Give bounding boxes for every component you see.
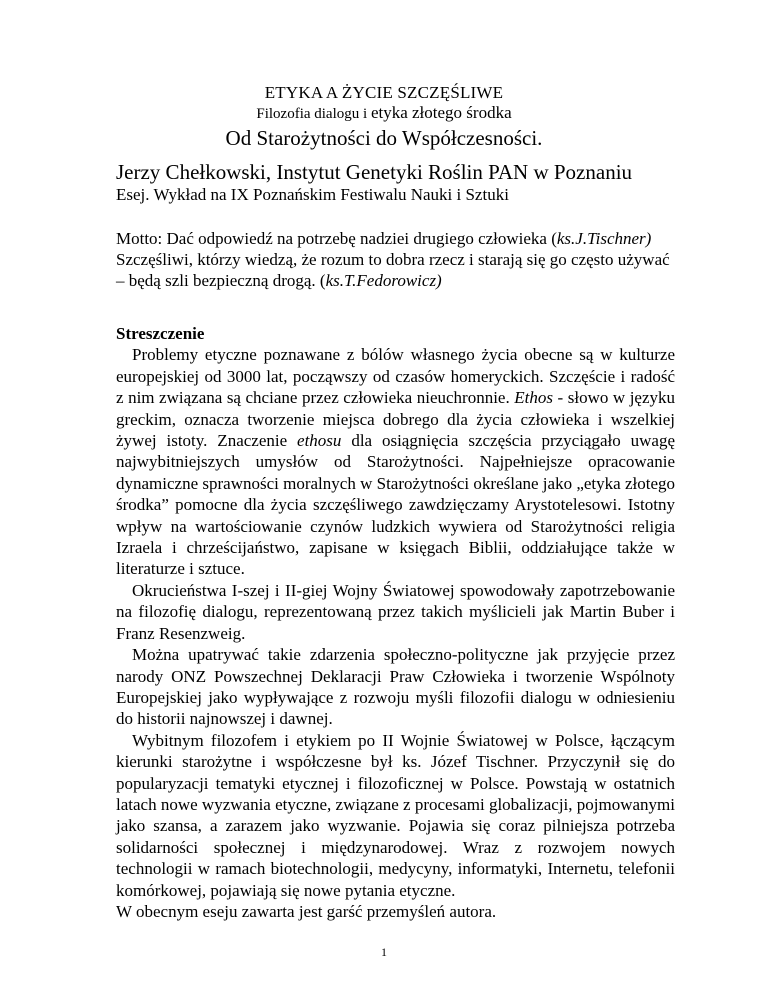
abstract-paragraph-2: Okrucieństwa I-szej i II-giej Wojny Światowej spowodowały zapotrzebowanie na filozofię dialogu, reprezentowaną przez takich myślicieli jak Martin Buber i Franz Resenzweig.: [116, 580, 675, 643]
motto: [116, 228, 676, 291]
motto-1-text: Motto: Dać odpowiedź na potrzebę nadziei drugiego człowieka (: [116, 229, 557, 248]
motto-2-text: Szczęśliwi, którzy wiedzą, że rozum to dobra rzecz i starają się go często używać – będą szli bezpieczną drogą. (: [116, 250, 670, 290]
term-ethosu: ethosu: [297, 431, 342, 451]
motto-line-2: [116, 249, 676, 291]
title-block: [0, 82, 768, 150]
abstract-paragraph-3: Można upatrywać takie zdarzenia społeczno-polityczne jak przyjęcie przez narody ONZ Powszechnej Deklaracji Praw Człowieka i tworzenie Wspólnoty Europejskiej jako wypływające z rozwoju myśli filozofii dialogu w odniesieniu do historii najnowszej i dawnej.: [116, 645, 675, 729]
page-number: 1: [381, 945, 387, 959]
p1-part-b: - słowo w języku greckim, oznacza tworzenie miejsca dobrego dla życia człowieka i wszelkiej żywej istoty. Znaczenie: [116, 388, 676, 451]
motto-2-citation: ks.T.Fedorowicz): [325, 271, 442, 290]
author-line: Jerzy Chełkowski, Instytut Genetyki Roślin PAN w Poznaniu: [116, 160, 633, 184]
document-subtitle-2: Od Starożytności do Współczesności.: [225, 126, 543, 150]
abstract-heading: Streszczenie: [116, 324, 205, 343]
subtitle-part-1: Filozofia dialogu i: [256, 106, 371, 122]
subtitle-part-2: etyka złotego środka: [370, 103, 512, 122]
abstract-paragraph-1: [116, 344, 675, 579]
p1-part-c: dla osiągnięcia szczęścia przyciągało uwagę najwybitniejszych umysłów od Starożytności. Najpełniejsze opracowanie dynamiczne sprawności moralnych w Starożytności określane jako „etyka złotego środka” pomocne dla życia szczęśliwego zawdzięczamy Arystotelesowi. Istotny wpływ na wartościowanie czynów ludzkich wywiera od Starożytności religia Izraela i chrześcijaństwo, zapisane w księgach Biblii, oddziałujące także w literaturze i sztuce.: [116, 431, 675, 579]
abstract-section: [116, 323, 675, 922]
abstract-paragraph-5: W obecnym eseju zawarta jest garść przemyśleń autora.: [116, 901, 497, 921]
document-subtitle: [0, 103, 768, 124]
p1-part-a: Problemy etyczne poznawane z bólów własnego życia obecne są w kulturze europejskiej od 3000 lat, począwszy od czasów homeryckich. Szczęście i radość z nim związana są chciane przez człowieka nieuchronnie.: [116, 345, 675, 408]
abstract-paragraph-4: Wybitnym filozofem i etykiem po II Wojnie Światowej w Polsce, łączącym kierunki starożytne i współczesne był ks. Józef Tischner. Przyczynił się do popularyzacji tematyki etycznej i filozoficznej w Polsce. Powstają w ostatnich latach nowe wyzwania etyczne, związane z procesami globalizacji, pojmowanymi jako szansa, a zarazem jako wyzwanie. Pojawia się coraz pilniejsza potrzeba solidarności społecznej i międzynarodowej. Wraz z rozwojem nowych technologii w ramach biotechnologii, medycyny, informatyki, Internetu, telefonii komórkowej, pojawiają się nowe pytania etyczne.: [116, 730, 675, 900]
lecture-note: Esej. Wykład na IX Poznańskim Festiwalu Nauki i Sztuki: [116, 185, 509, 204]
term-ethos: Ethos: [514, 388, 553, 408]
motto-line-1: [116, 228, 676, 249]
motto-1-citation: ks.J.Tischner): [556, 229, 652, 248]
document-title: ETYKA A ŻYCIE SZCZĘŚLIWE: [264, 83, 504, 102]
